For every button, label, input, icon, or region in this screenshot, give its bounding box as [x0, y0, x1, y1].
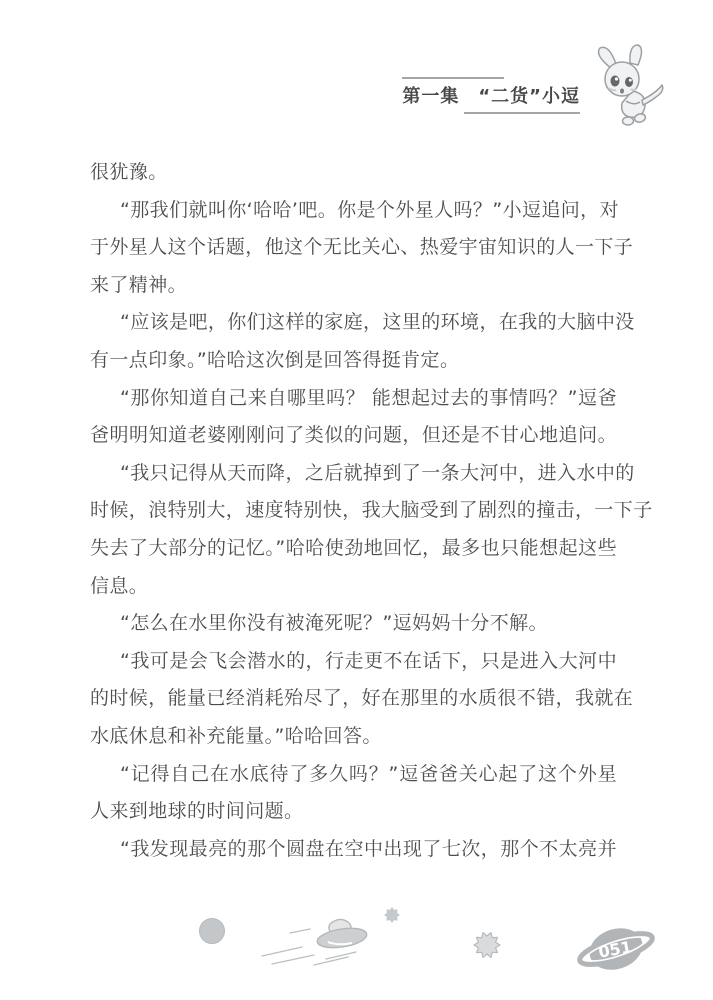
- text-line: 的时候，能量已经消耗殆尽了，好在那里的水质很不错，我就在: [90, 687, 634, 710]
- sun-small-icon: [383, 906, 401, 924]
- saturn-page-badge: [574, 917, 658, 981]
- text-line: 很犹豫。: [90, 161, 168, 183]
- header-rule-bottom: [464, 112, 580, 114]
- text-line: “我发现最亮的那个圆盘在空中出现了七次，那个不太亮并: [120, 837, 617, 860]
- text-line: “那你知道自己来自哪里吗？ 能想起过去的事情吗？”逗爸: [120, 386, 617, 409]
- text-line: 失去了大部分的记忆。”哈哈使劲地回忆，最多也只能想起这些: [90, 536, 617, 559]
- planet-icon: [198, 917, 226, 945]
- sun-large-icon: [473, 931, 501, 959]
- text-line: “记得自己在水底待了多久吗？”逗爸爸关心起了这个外星: [120, 762, 617, 785]
- text-line: 有一点印象。”哈哈这次倒是回答得挺肯定。: [90, 348, 460, 371]
- text-line: 于外星人这个话题，他这个无比关心、热爱宇宙知识的人一下子: [90, 236, 634, 259]
- text-line: “怎么在水里你没有被淹死呢？”逗妈妈十分不解。: [120, 612, 548, 635]
- ufo-icon: [256, 908, 378, 970]
- text-line: 水底休息和补充能量。”哈哈回答。: [90, 724, 382, 747]
- text-line: 时候，浪特别大，速度特别快，我大脑受到了剧烈的撞击，一下子: [90, 499, 653, 522]
- text-line: 来了精神。: [90, 273, 188, 296]
- text-line: 人来到地球的时间问题。: [90, 800, 304, 823]
- text-line: 爸明明知道老婆刚刚问了类似的问题，但还是不甘心地追问。: [90, 424, 617, 447]
- text-line: “我只记得从天而降，之后就掉到了一条大河中，进入水中的: [120, 461, 635, 484]
- rabbit-mascot-icon: [582, 43, 682, 127]
- text-line: 信息。: [90, 574, 149, 597]
- text-line: “那我们就叫你‘哈哈’吧。你是个外星人吗？”小逗追问，对: [120, 198, 619, 221]
- page-text: [90, 154, 653, 868]
- text-line: “我可是会飞会潜水的，行走更不在话下，只是进入大河中: [120, 649, 617, 672]
- chapter-title: 第一集 “二货”小逗: [402, 86, 580, 107]
- text-line: “应该是吧，你们这样的家庭，这里的环境，在我的大脑中没: [120, 311, 635, 334]
- page-number: 051: [596, 937, 634, 962]
- header-rule-top: [402, 77, 504, 79]
